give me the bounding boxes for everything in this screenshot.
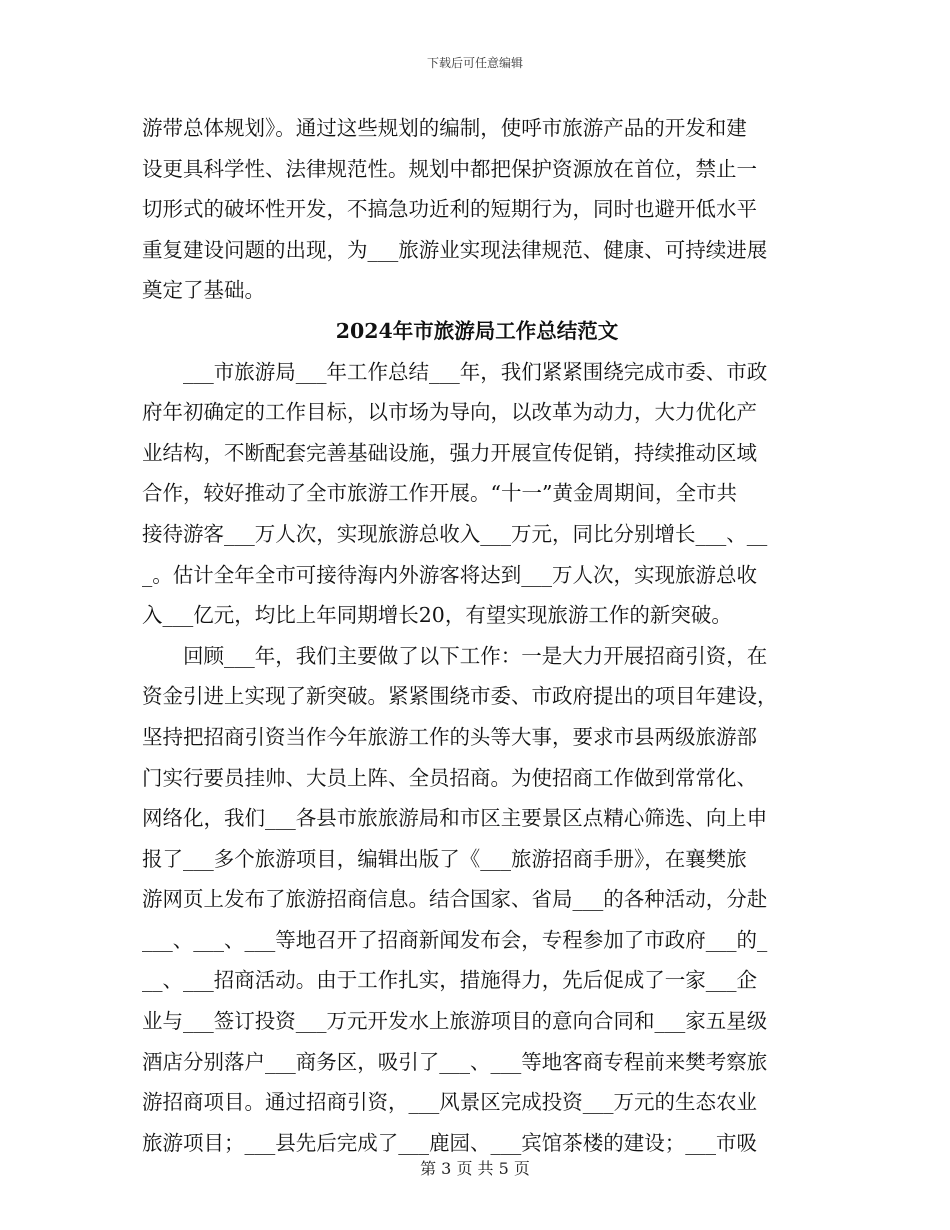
document-body <box>142 108 812 1163</box>
text-line: 设更具科学性、法律规范性。规划中都把保护资源放在首位，禁止一 <box>142 156 757 181</box>
text-line: _。估计全年全市可接待海内外游客将达到___万人次，实现旅游总收 <box>142 562 757 587</box>
text-line: 接待游客___万人次，实现旅游总收入___万元，同比分别增长___、__ <box>142 521 768 546</box>
text-line: 游招商项目。通过招商引资，___风景区完成投资___万元的生态农业 <box>142 1090 757 1115</box>
text-line: 重复建设问题的出现，为___旅游业实现法律规范、健康、可持续进展 <box>142 237 768 262</box>
text-line: 游带总体规划》。通过这些规划的编制，使呼市旅游产品的开发和建 <box>142 116 747 140</box>
text-line: ___、___、___等地召开了招商新闻发布会，专程参加了市政府___的_ <box>142 927 768 952</box>
section-title: 2024年市旅游局工作总结范文 <box>335 318 619 343</box>
text-line: 府年初确定的工作目标，以市场为导向，以改革为动力，大力优化产 <box>142 400 757 425</box>
text-line: ___市旅游局___年工作总结___年，我们紧紧围绕完成市委、市政 <box>142 359 768 384</box>
text-line: 入___亿元，均比上年同期增长20，有望实现旅游工作的新突破。 <box>142 603 732 628</box>
text-line: 切形式的破坏性开发，不搞急功近利的短期行为，同时也避开低水平 <box>142 197 757 222</box>
text-line: 资金引进上实现了新突破。紧紧围绕市委、市政府提出的项目年建设， <box>142 684 778 709</box>
text-line: 坚持把招商引资当作今年旅游工作的头等大事，要求市县两级旅游部 <box>142 724 757 749</box>
text-line: 合作，较好推动了全市旅游工作开展。“十一”黄金周期间，全市共 <box>142 481 737 506</box>
text-line: 网络化，我们___各县市旅旅游局和市区主要景区点精心筛选、向上申 <box>142 806 768 831</box>
header-note: 下载后可任意编辑 <box>426 56 523 70</box>
text-line: 门实行要员挂帅、大员上阵、全员招商。为使招商工作做到常常化、 <box>142 765 757 790</box>
page-number: 第 3 页 共 5 页 <box>420 1159 530 1178</box>
text-line: 游网页上发布了旅游招商信息。结合国家、省局___的各种活动，分赴 <box>142 887 768 912</box>
text-line: 奠定了基础。 <box>142 278 265 303</box>
text-line: 业与___签订投资___万元开发水上旅游项目的意向合同和___家五星级 <box>142 1009 768 1034</box>
text-line: __、___招商活动。由于工作扎实，措施得力，先后促成了一家___企 <box>142 968 757 993</box>
text-line: 报了___多个旅游项目，编辑出版了《___旅游招商手册》，在襄樊旅 <box>142 846 747 871</box>
text-line: 旅游项目；___县先后完成了___鹿园、___宾馆茶楼的建设；___市吸 <box>142 1130 757 1155</box>
text-line: 酒店分别落户___商务区，吸引了___、___等地客商专程前来樊考察旅 <box>142 1049 768 1074</box>
text-line: 回顾___年，我们主要做了以下工作：一是大力开展招商引资，在 <box>142 643 768 668</box>
text-line: 业结构，不断配套完善基础设施，强力开展宣传促销，持续推动区域 <box>142 440 757 465</box>
